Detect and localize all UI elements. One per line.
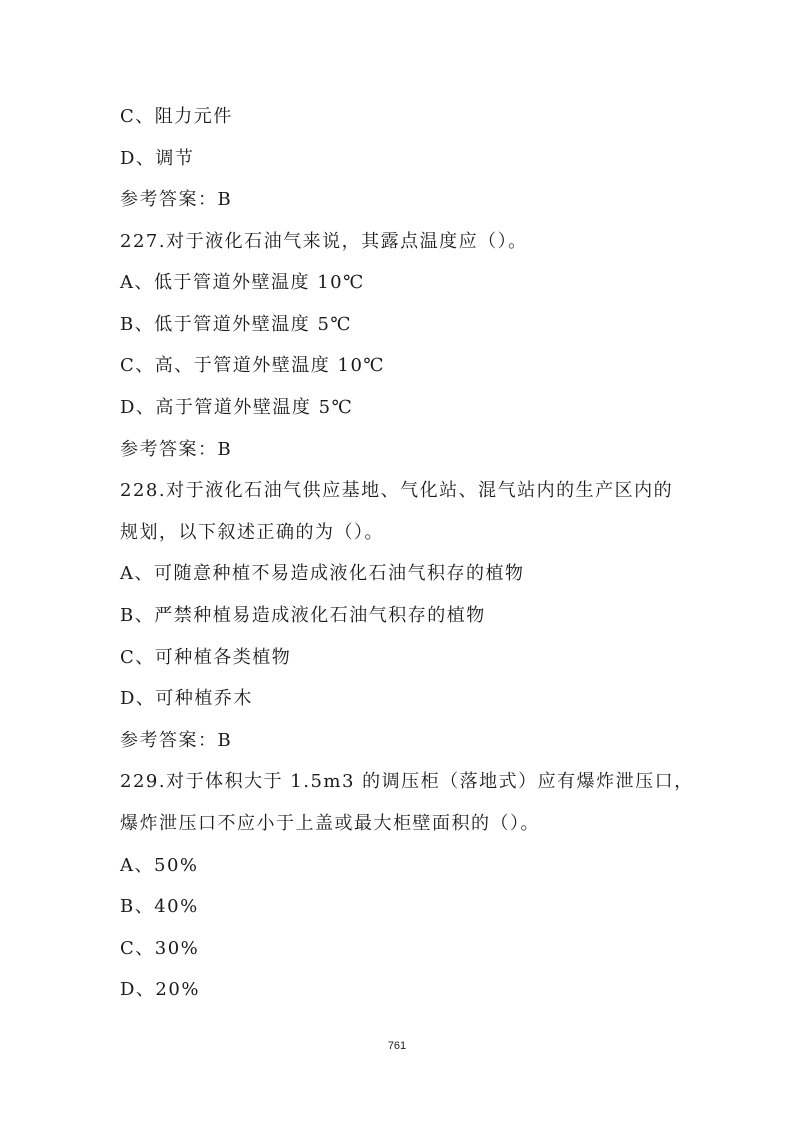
- question-229-line2: 爆炸泄压口不应小于上盖或最大柜壁面积的（）。: [120, 813, 540, 834]
- question-228-line2: 规划，以下叙述正确的为（）。: [120, 522, 384, 543]
- option-b-q229: B、40%: [120, 896, 199, 917]
- answer-q228: 参考答案：B: [120, 730, 233, 751]
- option-b-q227: B、低于管道外壁温度 5℃: [120, 314, 353, 335]
- question-228-line1: 228.对于液化石油气供应基地、气化站、混气站内的生产区内的: [120, 480, 674, 501]
- question-229-line1: 229.对于体积大于 1.5m3 的调压柜（落地式）应有爆炸泄压口，: [120, 771, 694, 792]
- option-c-q226: C、阻力元件: [120, 106, 233, 127]
- option-d-q226: D、调节: [120, 148, 195, 169]
- option-d-q229: D、20%: [120, 979, 200, 1000]
- question-227: 227.对于液化石油气来说，其露点温度应（）。: [120, 231, 528, 252]
- option-d-q227: D、高于管道外壁温度 5℃: [120, 397, 354, 418]
- option-c-q227: C、高、于管道外壁温度 10℃: [120, 355, 386, 376]
- page-number: 761: [387, 1040, 407, 1052]
- answer-q226: 参考答案：B: [120, 189, 233, 210]
- option-a-q229: A、50%: [120, 855, 199, 876]
- answer-q227: 参考答案：B: [120, 439, 233, 460]
- option-a-q227: A、低于管道外壁温度 10℃: [120, 272, 365, 293]
- option-a-q228: A、可随意种植不易造成液化石油气积存的植物: [120, 563, 525, 584]
- option-d-q228: D、可种植乔木: [120, 688, 253, 709]
- option-c-q228: C、可种植各类植物: [120, 647, 292, 668]
- option-b-q228: B、严禁种植易造成液化石油气积存的植物: [120, 605, 486, 626]
- option-c-q229: C、30%: [120, 938, 200, 959]
